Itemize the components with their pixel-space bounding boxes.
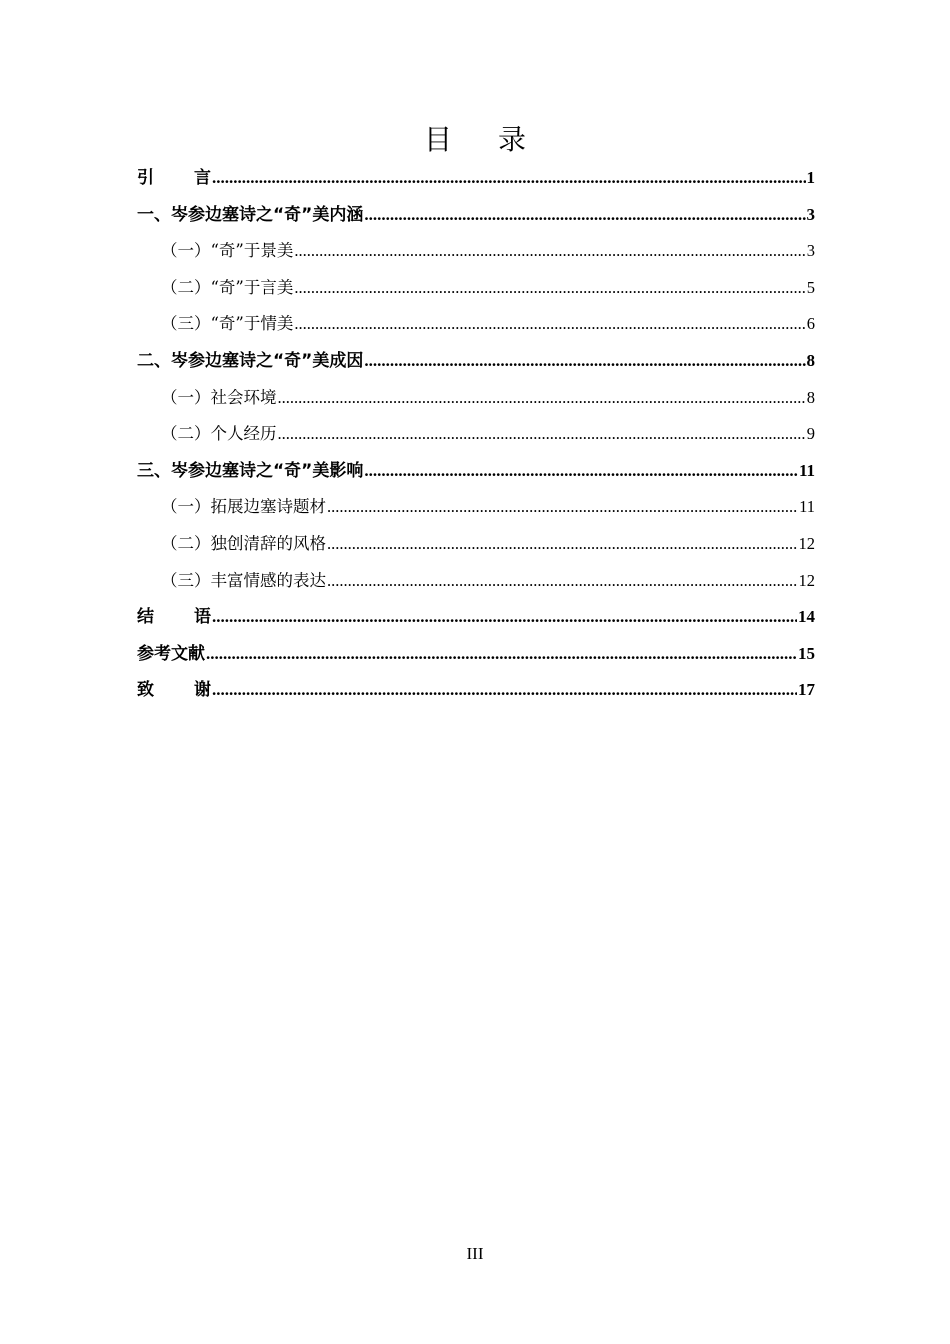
toc-entry-label: 一、岑参边塞诗之“奇”美内涵 [137, 204, 364, 225]
toc-entry-label [137, 599, 211, 636]
toc-dot-leader [327, 526, 798, 563]
toc-entry-label: （一）社会环境 [161, 387, 277, 407]
toc-dot-leader [278, 416, 806, 453]
toc-page-number: 12 [798, 570, 815, 590]
toc-entry-introduction[interactable] [137, 160, 815, 197]
toc-dot-leader [364, 197, 805, 234]
toc-page-number: 15 [798, 643, 815, 663]
toc-label-part: 致 [137, 680, 194, 701]
toc-page-number: 3 [806, 241, 815, 261]
toc-dot-leader [278, 380, 806, 417]
toc-entry-subsection-2-2[interactable] [137, 416, 815, 453]
toc-entry-conclusion[interactable] [137, 599, 815, 636]
toc-page-number: 14 [798, 607, 815, 627]
toc-dot-leader [206, 636, 797, 673]
toc-page-number: 1 [806, 168, 815, 187]
toc-list [137, 160, 815, 709]
toc-entry-subsection-1-3[interactable] [137, 306, 815, 343]
toc-entry-section-2[interactable] [137, 343, 815, 380]
toc-dot-leader [327, 489, 798, 526]
toc-entry-label [137, 160, 211, 197]
toc-page-number: 12 [798, 533, 815, 553]
toc-entry-label: （一）“奇”于景美 [161, 241, 294, 261]
toc-entry-label: （一）拓展边塞诗题材 [161, 497, 326, 517]
toc-page-number: 11 [798, 460, 815, 480]
toc-entry-subsection-1-2[interactable] [137, 270, 815, 307]
toc-entry-label: 三、岑参边塞诗之“奇”美影响 [137, 460, 364, 481]
toc-page-number: 11 [799, 497, 815, 517]
toc-entry-section-3[interactable] [137, 453, 815, 490]
toc-entry-label: （三）丰富情感的表达 [161, 570, 326, 590]
toc-page-number: 8 [806, 387, 815, 407]
toc-dot-leader [212, 599, 797, 636]
toc-page-number: 5 [806, 277, 815, 297]
toc-entry-subsection-1-1[interactable] [137, 233, 815, 270]
toc-entry-section-1[interactable] [137, 197, 815, 234]
toc-dot-leader [294, 306, 805, 343]
toc-page-number: 9 [806, 424, 815, 444]
toc-entry-label: （三）“奇”于情美 [161, 314, 294, 334]
toc-entry-subsection-2-1[interactable] [137, 380, 815, 417]
toc-label-part: 结 [137, 607, 194, 628]
toc-dot-leader [294, 233, 805, 270]
page-number: III [466, 1244, 484, 1263]
toc-label-part: 语 [194, 607, 211, 628]
toc-entry-label: （二）个人经历 [161, 424, 277, 444]
toc-dot-leader [364, 453, 798, 490]
toc-entry-subsection-3-3[interactable] [137, 563, 815, 600]
toc-label-part: 谢 [194, 680, 211, 701]
toc-entry-references[interactable] [137, 636, 815, 673]
toc-dot-leader [212, 672, 797, 709]
toc-dot-leader [294, 270, 805, 307]
toc-dot-leader [364, 343, 805, 380]
toc-dot-leader [327, 563, 798, 600]
toc-page-number: 17 [798, 680, 815, 700]
toc-title: 目录 [423, 123, 572, 156]
toc-entry-label: （二）“奇”于言美 [161, 277, 294, 297]
toc-entry-label [137, 672, 211, 709]
toc-entry-acknowledgements[interactable] [137, 672, 815, 709]
toc-entry-label: 参考文献 [137, 643, 205, 664]
toc-page-number: 3 [806, 204, 815, 224]
toc-page-number: 6 [806, 314, 815, 334]
toc-dot-leader [212, 160, 806, 197]
toc-label-part: 引 [137, 168, 194, 188]
toc-entry-subsection-3-1[interactable] [137, 489, 815, 526]
toc-page-number: 8 [806, 350, 815, 370]
toc-entry-label: 二、岑参边塞诗之“奇”美成因 [137, 350, 364, 371]
toc-label-part: 言 [194, 168, 211, 188]
toc-entry-subsection-3-2[interactable] [137, 526, 815, 563]
toc-entry-label: （二）独创清辞的风格 [161, 533, 326, 553]
